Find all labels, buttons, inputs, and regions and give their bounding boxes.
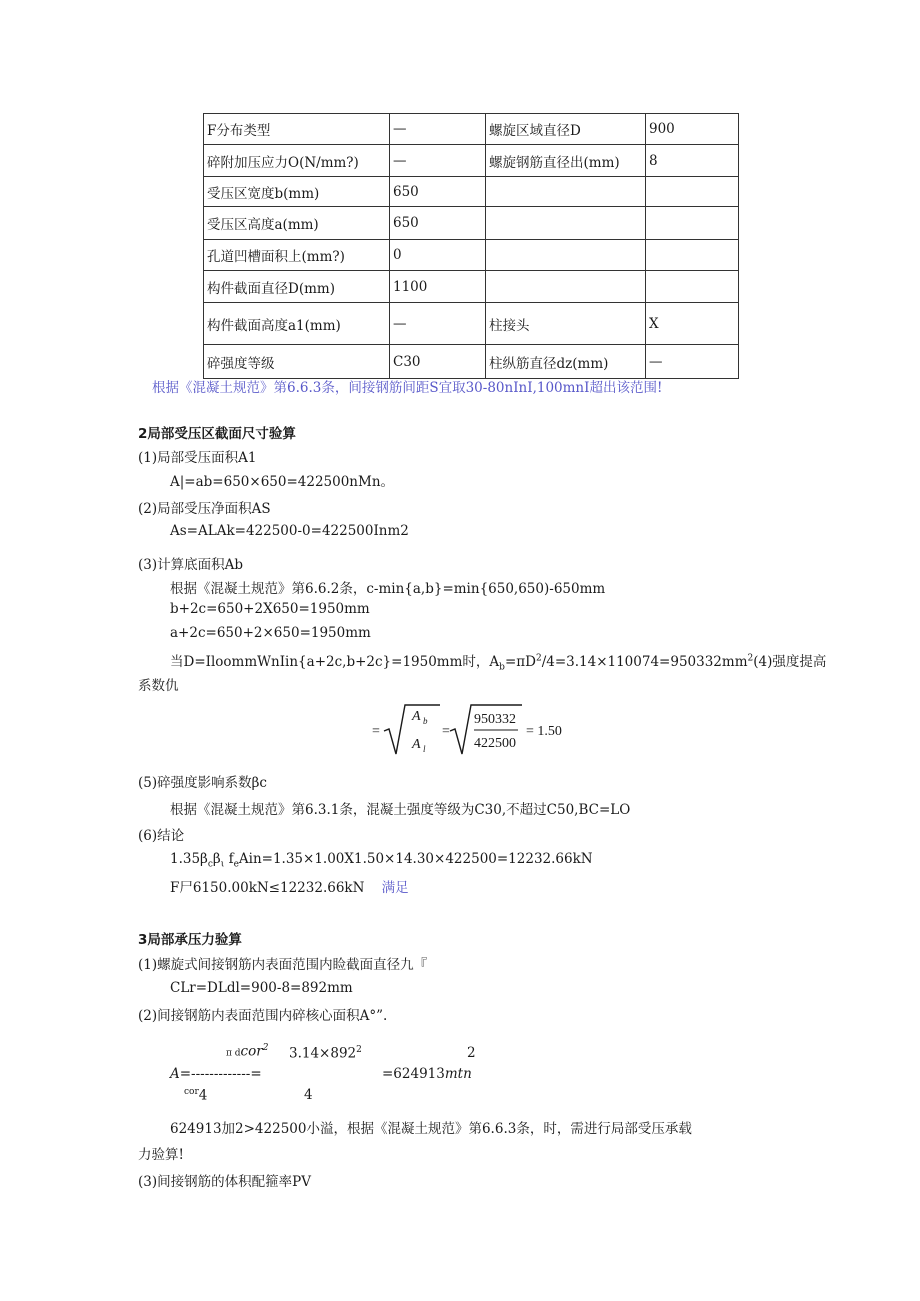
table-cell <box>486 240 646 271</box>
beta-l-formula <box>370 699 580 759</box>
formula-eq-sign-2: = <box>442 724 450 739</box>
formula-result: = 1.50 <box>526 724 562 739</box>
sec2-step2: (2)局部受压净面积AS <box>138 501 271 517</box>
sec2-step1: (1)局部受压面积A1 <box>138 450 257 466</box>
sec3-para-line1: 624913加2>422500小溢，根据《混凝土规范》第6.6.3条，时，需进行局部受压承载 <box>170 1121 692 1137</box>
sec3-step1-eq: CLr=DLdl=900-8=892mm <box>170 980 353 996</box>
table-cell: 900 <box>646 114 739 145</box>
table-cell: 碎附加压应力O(N/mm?) <box>204 145 390 177</box>
section-3-title: 3局部承压力验算 <box>138 932 242 948</box>
formula-al-sub: l <box>423 744 426 754</box>
formula-num: 950332 <box>474 712 516 727</box>
sec2-step5-eq: 根据《混凝土规范》第6.3.1条，混凝土强度等级为C30,不超过C50,BC=LO <box>170 802 631 818</box>
sec2-step1-eq: A|=ab=650×650=422500nMn。 <box>170 474 395 490</box>
table-row <box>204 345 739 379</box>
formula-den: 422500 <box>474 736 516 751</box>
table-cell: 650 <box>390 207 486 240</box>
table-cell: C30 <box>390 345 486 379</box>
table-cell: — <box>390 303 486 345</box>
table-cell: 孔道凹槽面积上(mm?) <box>204 240 390 271</box>
table-cell: 受压区宽度b(mm) <box>204 177 390 207</box>
sec2-step6: (6)结论 <box>138 828 185 844</box>
table-cell: — <box>390 114 486 145</box>
table-cell <box>486 207 646 240</box>
sec2-step6-check: F尸6150.00kN≤12232.66kN 满足 <box>170 880 409 896</box>
sec3-step2: (2)间接钢筋内表面范围内碎核心面积A°”. <box>138 1008 388 1024</box>
formula-ab: A <box>412 709 421 724</box>
table-cell: 8 <box>646 145 739 177</box>
sec2-step5: (5)碎强度影响系数βc <box>138 775 267 791</box>
sec2-step6-eq: $1.35\beta_c\beta_\iota$ $f_eAin=1.35\times 1.00X1.50\times 14.30\times 422500=12232.66kN$ <box>170 851 593 870</box>
table-row <box>204 207 739 240</box>
sec2-step3-line4: 当D=IloommWnIin{a+2c,b+2c}=1950mm时，$A_b=\pi D^2/4=3.14\times 110074=950332mm^2(4)$强度提高 <box>170 653 827 673</box>
table-cell: 构件截面直径D(mm) <box>204 271 390 303</box>
table-cell: X <box>646 303 739 345</box>
sec3-para-line2: 力验算! <box>138 1147 184 1163</box>
sec3-step3: (3)间接钢筋的体积配箍率PV <box>138 1174 311 1190</box>
ok-label: 满足 <box>381 880 409 896</box>
sec2-step3-line1: 根据《混凝土规范》第6.6.2条，c-min{a,b}=min{650,650)-650mm <box>170 581 606 597</box>
table-cell: — <box>390 145 486 177</box>
table-row <box>204 114 739 145</box>
spacing-note: 根据《混凝土规范》第6.6.3条，间接钢筋间距S宜取30-80nInI,100mnI超出该范围! <box>152 380 663 396</box>
table-cell: 螺旋区域直径D <box>486 114 646 145</box>
table-cell <box>646 207 739 240</box>
table-cell: 受压区高度a(mm) <box>204 207 390 240</box>
table-cell: 柱纵筋直径dz(mm) <box>486 345 646 379</box>
formula-ab-sub: b <box>423 716 428 726</box>
table-cell <box>646 240 739 271</box>
table-cell: 碎强度等级 <box>204 345 390 379</box>
table-cell: 650 <box>390 177 486 207</box>
table-cell: 柱接头 <box>486 303 646 345</box>
table-cell <box>486 271 646 303</box>
table-row <box>204 303 739 345</box>
table-row <box>204 271 739 303</box>
table-row <box>204 240 739 271</box>
table-cell: 螺旋钢筋直径出(mm) <box>486 145 646 177</box>
sec2-step4-label: 系数仇 <box>138 678 179 694</box>
sec2-step3-line3: a+2c=650+2×650=1950mm <box>170 625 371 641</box>
table-cell: 1100 <box>390 271 486 303</box>
sec3-step1: (1)螺旋式间接钢筋内表面范围内睑截面直径九『 <box>138 957 428 973</box>
table-cell <box>486 177 646 207</box>
table-cell: 构件截面高度a1(mm) <box>204 303 390 345</box>
formula-al: A <box>412 737 421 752</box>
sec2-step3-line2: b+2c=650+2X650=1950mm <box>170 601 370 617</box>
section-2-title: 2局部受压区截面尺寸验算 <box>138 426 296 442</box>
table-row <box>204 177 739 207</box>
table-cell <box>646 271 739 303</box>
table-cell: — <box>646 345 739 379</box>
table-cell: 0 <box>390 240 486 271</box>
formula-eq-sign: = <box>372 724 380 739</box>
sec2-step3: (3)计算底面积Ab <box>138 557 244 573</box>
table-cell <box>646 177 739 207</box>
sec2-step2-eq: As=ALAk=422500-0=422500Inm2 <box>170 523 409 539</box>
parameter-table <box>203 113 739 379</box>
table-row <box>204 145 739 177</box>
table-cell: F分布类型 <box>204 114 390 145</box>
